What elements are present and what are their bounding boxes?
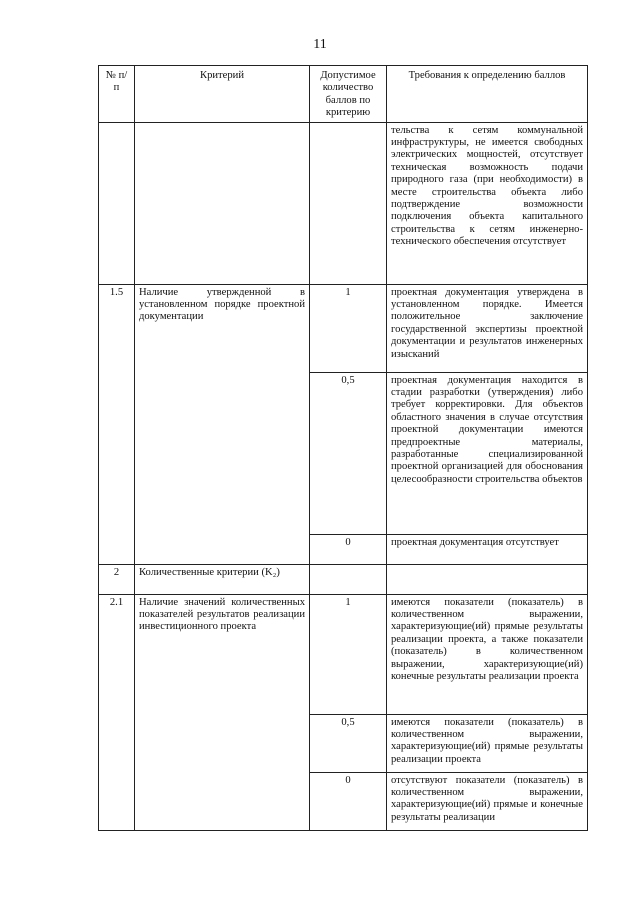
row-requirements: имеются показатели (показатель) в количественном выражении, характеризующие(ий) прямые результаты реализации проекта bbox=[387, 714, 588, 772]
row-criterion: Наличие значений количественных показателей результатов реализации инвестиционного проекта bbox=[135, 594, 310, 830]
table-row bbox=[99, 594, 588, 714]
row-score bbox=[310, 564, 387, 594]
row-score: 0,5 bbox=[310, 714, 387, 772]
row-criterion: Наличие утвержденной в установленном порядке проектной документации bbox=[135, 284, 310, 564]
row-criterion: Количественные критерии (K₂) bbox=[135, 564, 310, 594]
row-num: 2.1 bbox=[99, 594, 135, 830]
table-header-row bbox=[99, 66, 588, 123]
row-score: 0 bbox=[310, 772, 387, 830]
criteria-table bbox=[98, 65, 588, 831]
row-requirements: проектная документация находится в стадии разработки (утверждения) либо требует корректировки. Для объектов областного значения в случае отсутствия проектной документации имеются предпроектные материалы, разработанные специализированной проектной организацией для обоснования целесообразности строительства объектов bbox=[387, 372, 588, 534]
row-score: 0 bbox=[310, 534, 387, 564]
header-num: № п/п bbox=[99, 66, 135, 123]
row-criterion bbox=[135, 122, 310, 284]
page-number: 11 bbox=[313, 37, 327, 52]
row-num: 2 bbox=[99, 564, 135, 594]
row-requirements bbox=[387, 564, 588, 594]
header-requirements: Требования к определению баллов bbox=[387, 66, 588, 123]
header-criterion: Критерий bbox=[135, 66, 310, 123]
row-num bbox=[99, 122, 135, 284]
row-score: 0,5 bbox=[310, 372, 387, 534]
row-requirements: имеются показатели (показатель) в количественном выражении, характеризующие(ий) прямые результаты реализации проекта, а также показатели (показатель) в количественном выражении, характеризующие(ий) конечные результаты реализации проекта bbox=[387, 594, 588, 714]
row-requirements: отсутствуют показатели (показатель) в количественном выражении, характеризующие(ий) прямые и конечные результаты реализации bbox=[387, 772, 588, 830]
row-requirements: тельства к сетям коммунальной инфраструктуры, не имеется свободных электрических мощностей, отсутствует техническая возможность подачи природного газа (при необходимости) в месте строительства объекта либо подтверждение возможности подключения объекта капитального строительства к сетям инженерно-технического обеспечения отсутствует bbox=[387, 122, 588, 284]
header-score: Допустимое количество баллов по критерию bbox=[310, 66, 387, 123]
row-requirements: проектная документация отсутствует bbox=[387, 534, 588, 564]
row-score: 1 bbox=[310, 594, 387, 714]
row-requirements: проектная документация утверждена в установленном порядке. Имеется положительное заключение государственной экспертизы проектной документации и результатов инженерных изысканий bbox=[387, 284, 588, 372]
table-row bbox=[99, 564, 588, 594]
table-row bbox=[99, 122, 588, 284]
row-score: 1 bbox=[310, 284, 387, 372]
row-score bbox=[310, 122, 387, 284]
row-num: 1.5 bbox=[99, 284, 135, 564]
table-row bbox=[99, 284, 588, 372]
